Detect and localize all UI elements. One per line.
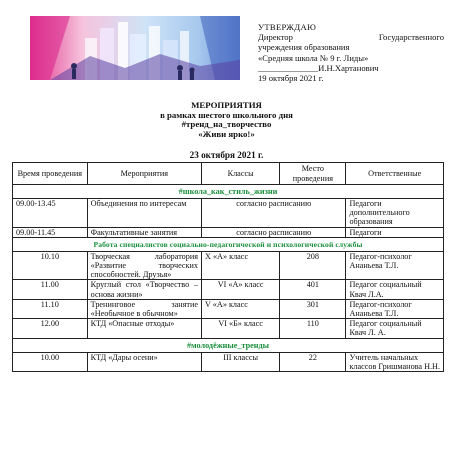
approve-state: Государственного [378, 32, 444, 43]
section-title: Работа специалистов социально-педагогической и психологической службы [13, 237, 444, 251]
approve-heading: УТВЕРЖДАЮ [258, 22, 317, 32]
approve-school: «Средняя школа № 9 г. Лиды» [258, 52, 369, 63]
cell-time: 10.00 [13, 352, 88, 371]
cell-responsible: Педагог социальный Квач Л.А. [346, 280, 444, 299]
cell-classes: X «А» класс [202, 251, 280, 280]
section-title: #школа_как_стиль_жизни [13, 185, 444, 199]
cell-event: Объединения по интересам [87, 199, 201, 228]
cell-classes: VI «Б» класс [202, 319, 280, 338]
table-row [13, 199, 444, 228]
event-date: 23 октября 2021 г. [189, 150, 264, 160]
approve-director: Директор [258, 32, 293, 43]
cell-event: Творческая лаборатория «Развитие творческих способностей. Друзья» [87, 251, 201, 280]
header-classes: Классы [202, 163, 280, 185]
cell-classes: III классы [202, 352, 280, 371]
table-row [13, 299, 444, 318]
cell-responsible: Учитель начальных классов Гришманова Н.Н. [346, 352, 444, 371]
cell-event: Тренинговое занятие «Необычное в обычном» [87, 299, 201, 318]
cell-responsible: Педагоги [346, 227, 444, 237]
title-line-4: «Живи ярко!» [198, 128, 255, 139]
table-row [13, 280, 444, 299]
title-line-3: #тренд_на_творчество [181, 119, 272, 130]
cell-event: КТД «Дары осени» [87, 352, 201, 371]
cell-place: 208 [280, 251, 346, 280]
cell-responsible: Педагог-психолог Ананьева Т.Л. [346, 251, 444, 280]
cell-place: 301 [280, 299, 346, 318]
cell-time: 11.10 [13, 299, 88, 318]
cell-responsible: Педагог-психолог Ананьева Т.Л. [346, 299, 444, 318]
header-responsible: Ответственные [346, 163, 444, 185]
cell-time: 12.00 [13, 319, 88, 338]
table-row [13, 352, 444, 371]
cell-time: 09.00-11.45 [13, 227, 88, 237]
cell-event: Круглый стол «Творчество – основа жизни» [87, 280, 201, 299]
cell-schedule: согласно расписанию [202, 227, 346, 237]
cell-classes: V «А» класс [202, 299, 280, 318]
section-row [13, 338, 444, 352]
cell-responsible: Педагог социальный Квач Л. А. [346, 319, 444, 338]
cell-time: 10.10 [13, 251, 88, 280]
approve-director-line [258, 32, 444, 42]
table-row [13, 227, 444, 237]
cell-place: 401 [280, 280, 346, 299]
table-row [13, 251, 444, 280]
section-row [13, 237, 444, 251]
header-time: Время проведения [13, 163, 88, 185]
table-header-row [13, 163, 444, 185]
section-title: #молодёжные_тренды [13, 338, 444, 352]
approve-institution: учреждения образования [258, 42, 350, 53]
cell-place: 110 [280, 319, 346, 338]
header-event: Мероприятия [87, 163, 201, 185]
cell-place: 22 [280, 352, 346, 371]
cell-classes: VI «А» класс [202, 280, 280, 299]
cell-event: КТД «Опасные отходы» [87, 319, 201, 338]
document-title [0, 101, 453, 139]
section-row [13, 185, 444, 199]
header-place: Место проведения [280, 163, 346, 185]
cell-schedule: согласно расписанию [202, 199, 346, 228]
table-row [13, 319, 444, 338]
approve-date: 19 октября 2021 г. [258, 73, 324, 84]
cell-time: 09.00-13.45 [13, 199, 88, 228]
approval-block [258, 22, 444, 83]
cell-responsible: Педагоги дополнительного образования [346, 199, 444, 228]
schedule-table [12, 162, 444, 372]
cell-event: Факультативные занятия [87, 227, 201, 237]
header-banner-image [30, 16, 240, 80]
approve-signature: ______________И.Н.Хартанович [258, 62, 379, 73]
title-line-1: МЕРОПРИЯТИЯ [191, 100, 262, 110]
title-line-2: в рамках шестого школьного дня [160, 109, 293, 120]
cell-time: 11.00 [13, 280, 88, 299]
